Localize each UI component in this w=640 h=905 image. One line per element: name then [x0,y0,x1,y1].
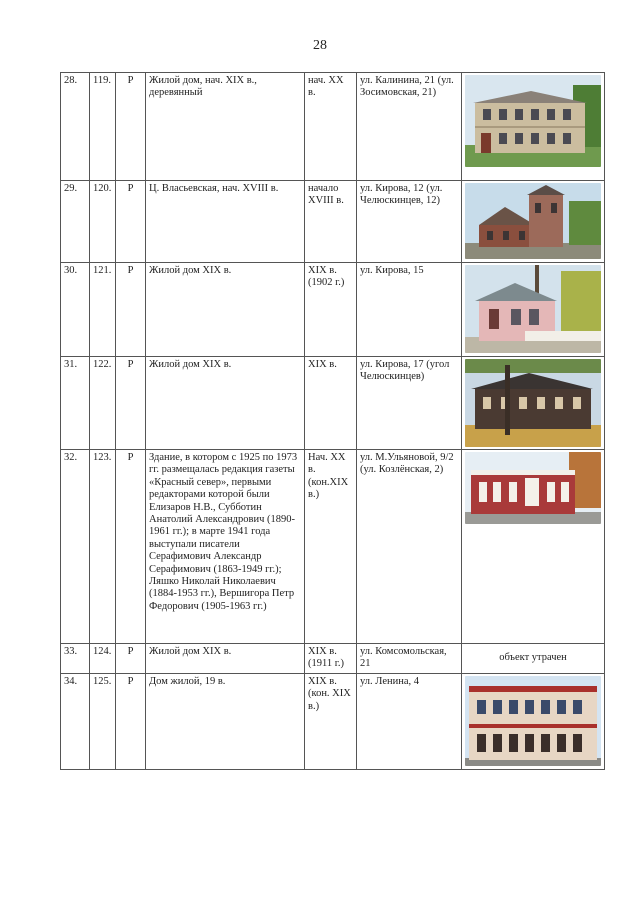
object-address: ул. Ленина, 4 [357,673,462,769]
row-number: 29. [61,181,90,263]
object-name: Ц. Власьевская, нач. XVIII в. [146,181,305,263]
building-photo [465,265,601,353]
register-number: 125. [90,673,116,769]
category: Р [116,357,146,450]
register-number: 123. [90,450,116,644]
object-address: ул. М.Ульяновой, 9/2 (ул. Козлёнская, 2) [357,450,462,644]
object-name: Здание, в котором с 1925 по 1973 гг. размещалась редакция газеты «Красный север», первыми редакторами которой были Елизаров Н.В., Субботин Анатолий Александрович (1890-1961 гг.); в марте 1941 года выступали писатели Серафимович Александр Серафимович (1863-1949 гг.); Ляшко Николай Николаевич (1884-1953 гг.), Вершигора Петр Федорович (1905-1963 гг.) [146,450,305,644]
category: Р [116,673,146,769]
row-number: 30. [61,263,90,357]
building-photo [465,676,601,766]
row-number: 33. [61,644,90,674]
object-date: XIX в. (1911 г.) [305,644,357,674]
row-number: 28. [61,73,90,181]
category: Р [116,644,146,674]
page-number: 28 [313,38,327,53]
row-number: 31. [61,357,90,450]
object-name: Жилой дом XIX в. [146,644,305,674]
category: Р [116,263,146,357]
table-row [61,181,605,263]
object-name: Жилой дом, нач. XIX в., деревянный [146,73,305,181]
row-number: 32. [61,450,90,644]
register-number: 120. [90,181,116,263]
building-photo [465,359,601,447]
register-number: 124. [90,644,116,674]
church-photo [465,183,601,259]
table-row [61,73,605,181]
category: Р [116,73,146,181]
object-date: начало XVIII в. [305,181,357,263]
photo-cell [462,73,605,181]
object-name: Жилой дом XIX в. [146,357,305,450]
register-number: 119. [90,73,116,181]
object-address: ул. Комсомольская, 21 [357,644,462,674]
table-row [61,673,605,769]
object-date: Нач. XX в. (кон.XIX в.) [305,450,357,644]
building-photo [465,452,601,524]
photo-cell [462,263,605,357]
register-number: 121. [90,263,116,357]
register-number: 122. [90,357,116,450]
object-name: Жилой дом XIX в. [146,263,305,357]
object-address: ул. Кирова, 12 (ул. Челюскинцев, 12) [357,181,462,263]
category: Р [116,181,146,263]
object-date: XIX в. (1902 г.) [305,263,357,357]
object-address: ул. Калинина, 21 (ул. Зосимовская, 21) [357,73,462,181]
object-address: ул. Кирова, 15 [357,263,462,357]
object-name: Дом жилой, 19 в. [146,673,305,769]
photo-cell [462,673,605,769]
photo-cell [462,357,605,450]
object-date: XIX в. [305,357,357,450]
object-date: нач. XX в. [305,73,357,181]
table-row [61,450,605,644]
category: Р [116,450,146,644]
row-number: 34. [61,673,90,769]
table-row [61,644,605,674]
object-address: ул. Кирова, 17 (угол Челюскинцев) [357,357,462,450]
lost-object-note: объект утрачен [462,644,605,674]
building-photo [465,75,601,167]
table-row [61,357,605,450]
photo-cell [462,181,605,263]
photo-cell [462,450,605,644]
table-row [61,263,605,357]
heritage-register-table [60,72,605,770]
object-date: XIX в. (кон. XIX в.) [305,673,357,769]
